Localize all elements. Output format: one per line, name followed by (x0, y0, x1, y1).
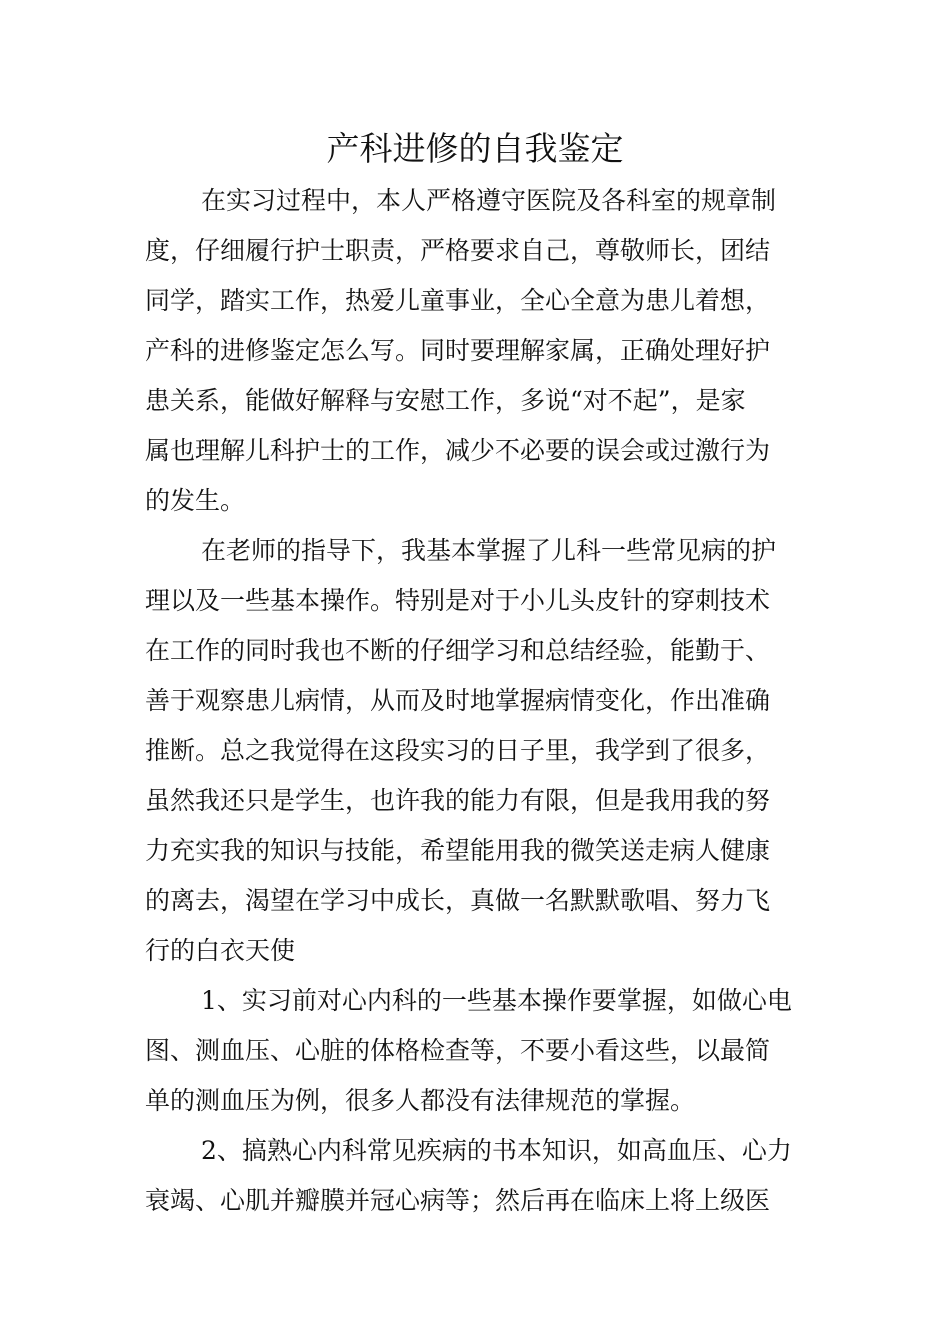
text-line: 1、实习前对心内科的一些基本操作要掌握，如做心电 (201, 986, 792, 1015)
document-body (145, 176, 809, 1226)
text-line: 2、搞熟心内科常见疾病的书本知识，如高血压、心力 (201, 1136, 792, 1165)
text-line: 善于观察患儿病情，从而及时地掌握病情变化，作出准确 (145, 686, 771, 715)
text-line: 力充实我的知识与技能，希望能用我的微笑送走病人健康 (145, 836, 771, 865)
text-line: 产科的进修鉴定怎么写。同时要理解家属，正确处理好护 (145, 336, 771, 365)
text-line: 衰竭、心肌并瓣膜并冠心病等；然后再在临床上将上级医 (145, 1186, 771, 1215)
text-line: 患关系，能做好解释与安慰工作，多说“对不起”，是家 (145, 386, 746, 415)
text-line: 行的白衣天使 (145, 936, 296, 965)
paragraph-4 (145, 1126, 809, 1226)
paragraph-2 (145, 526, 809, 976)
text-line: 虽然我还只是学生，也许我的能力有限，但是我用我的努 (145, 786, 771, 815)
text-line: 在实习过程中，本人严格遵守医院及各科室的规章制 (201, 186, 777, 215)
text-line: 在工作的同时我也不断的仔细学习和总结经验，能勤于、 (145, 636, 771, 665)
text-line: 的离去，渴望在学习中成长，真做一名默默歌唱、努力飞 (145, 886, 771, 915)
document-title: 产科进修的自我鉴定 (326, 129, 624, 168)
text-line: 图、测血压、心脏的体格检查等，不要小看这些，以最简 (145, 1036, 771, 1065)
text-line: 推断。总之我觉得在这段实习的日子里，我学到了很多， (145, 736, 771, 765)
text-line: 的发生。 (145, 486, 246, 515)
text-line: 理以及一些基本操作。特别是对于小儿头皮针的穿刺技术 (145, 586, 771, 615)
text-line: 属也理解儿科护士的工作，减少不必要的误会或过激行为 (145, 436, 771, 465)
paragraph-3 (145, 976, 809, 1126)
text-line: 在老师的指导下，我基本掌握了儿科一些常见病的护 (201, 536, 777, 565)
text-line: 度，仔细履行护士职责，严格要求自己，尊敬师长，团结 (145, 236, 771, 265)
text-line: 同学，踏实工作，热爱儿童事业，全心全意为患儿着想， (145, 286, 771, 315)
paragraph-1 (145, 176, 809, 526)
text-line: 单的测血压为例，很多人都没有法律规范的掌握。 (145, 1086, 696, 1115)
